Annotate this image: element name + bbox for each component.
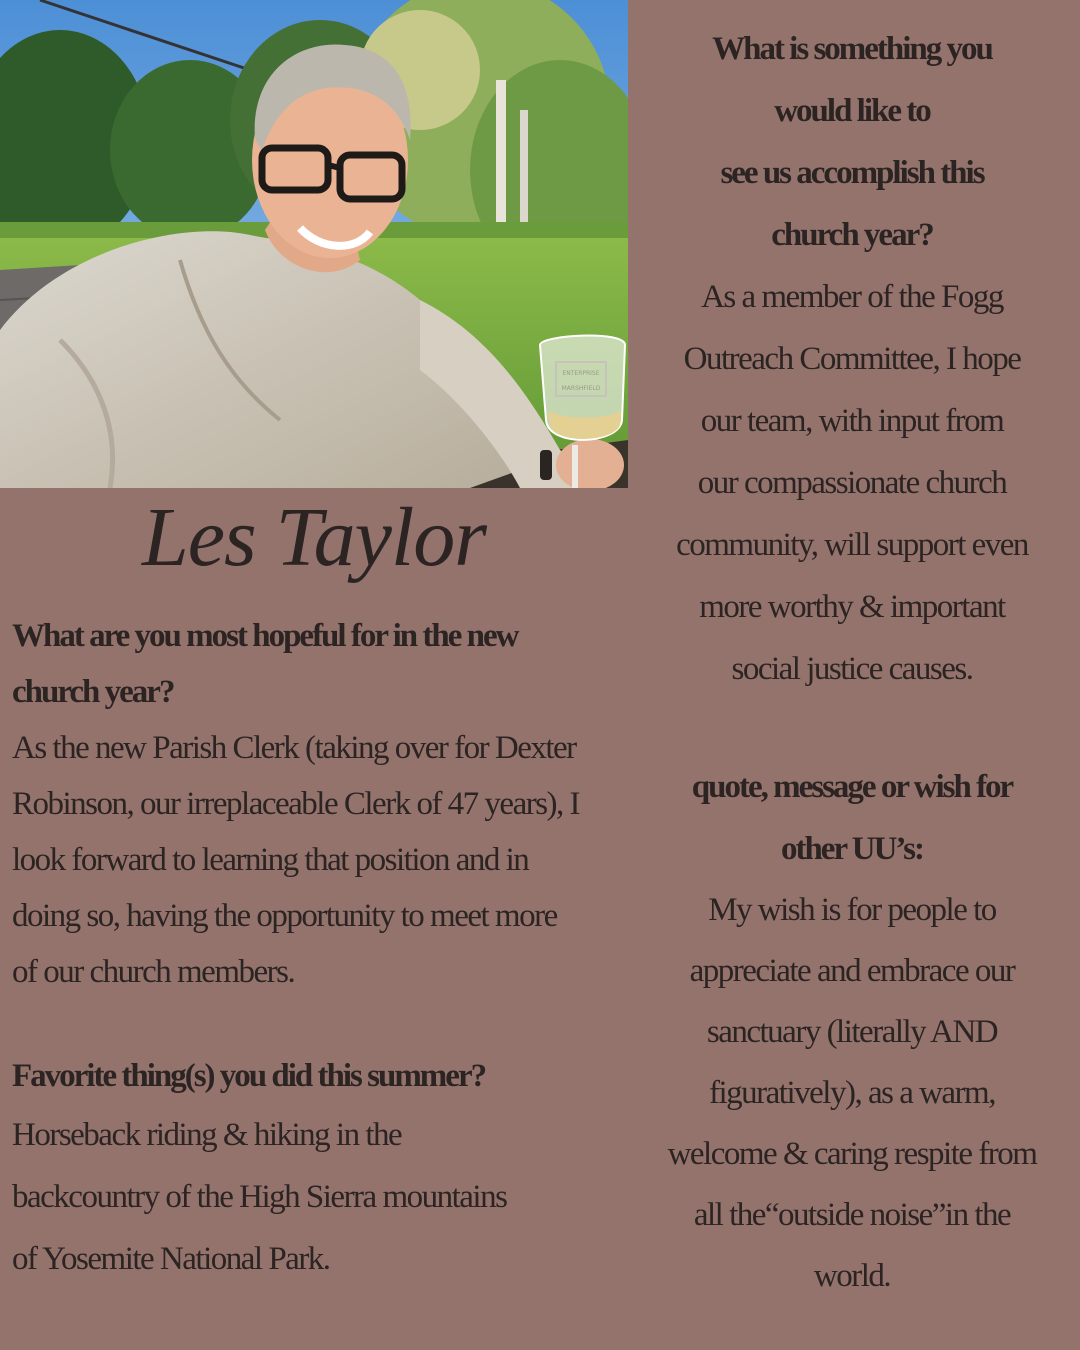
question-line: What are you most hopeful for in the new xyxy=(12,618,518,654)
answer-line: Robinson, our irreplaceable Clerk of 47 years), I xyxy=(12,786,580,822)
answer-line: backcountry of the High Sierra mountains xyxy=(12,1179,507,1215)
question-hopeful xyxy=(12,608,622,720)
question-line: Favorite thing(s) you did this summer? xyxy=(12,1058,486,1094)
question-line: would like to xyxy=(774,93,930,129)
portrait-image xyxy=(0,0,628,488)
answer-line: welcome & caring respite from xyxy=(667,1136,1037,1172)
answer-line: community, will support even xyxy=(676,527,1028,563)
answer-line: of Yosemite National Park. xyxy=(12,1241,330,1277)
answer-line: of our church members. xyxy=(12,954,295,990)
answer-line: figuratively), as a warm, xyxy=(709,1075,995,1111)
svg-text:MARSHFIELD: MARSHFIELD xyxy=(561,385,601,392)
answer-line: doing so, having the opportunity to meet more xyxy=(12,898,557,934)
left-column xyxy=(12,608,622,1290)
question-line: church year? xyxy=(12,674,174,710)
answer-line: As the new Parish Clerk (taking over for Dexter xyxy=(12,730,576,766)
answer-line: sanctuary (literally AND xyxy=(706,1014,998,1050)
question-accomplish xyxy=(632,18,1072,266)
answer-line: more worthy & important xyxy=(699,589,1005,625)
profile-name: Les Taylor xyxy=(141,491,486,584)
answer-line: Outreach Committee, I hope xyxy=(683,341,1021,377)
answer-line: As a member of the Fogg xyxy=(701,279,1003,315)
question-line: church year? xyxy=(771,217,933,253)
svg-text:ENTERPRISE: ENTERPRISE xyxy=(562,370,600,377)
answer-line: My wish is for people to xyxy=(708,892,996,928)
answer-line: Horseback riding & hiking in the xyxy=(12,1117,402,1153)
answer-line: all the“outside noise”in the xyxy=(693,1197,1011,1233)
question-line: quote, message or wish for xyxy=(691,769,1013,805)
question-line: other UU’s: xyxy=(780,831,924,867)
question-line: What is something you xyxy=(712,31,992,67)
answer-line: our team, with input from xyxy=(700,403,1004,439)
answer-line: appreciate and embrace our xyxy=(689,953,1015,989)
answer-accomplish xyxy=(632,266,1072,700)
question-wish xyxy=(632,756,1072,880)
answer-line: world. xyxy=(813,1258,891,1294)
profile-photo xyxy=(0,0,628,488)
question-line: see us accomplish this xyxy=(720,155,984,191)
answer-line: look forward to learning that position and in xyxy=(12,842,529,878)
question-summer xyxy=(12,1048,622,1104)
answer-line: our compassionate church xyxy=(697,465,1007,501)
answer-line: social justice causes. xyxy=(731,651,973,687)
right-column xyxy=(632,18,1072,1307)
answer-summer xyxy=(12,1104,622,1290)
answer-hopeful xyxy=(12,720,622,1000)
answer-wish xyxy=(632,880,1072,1307)
